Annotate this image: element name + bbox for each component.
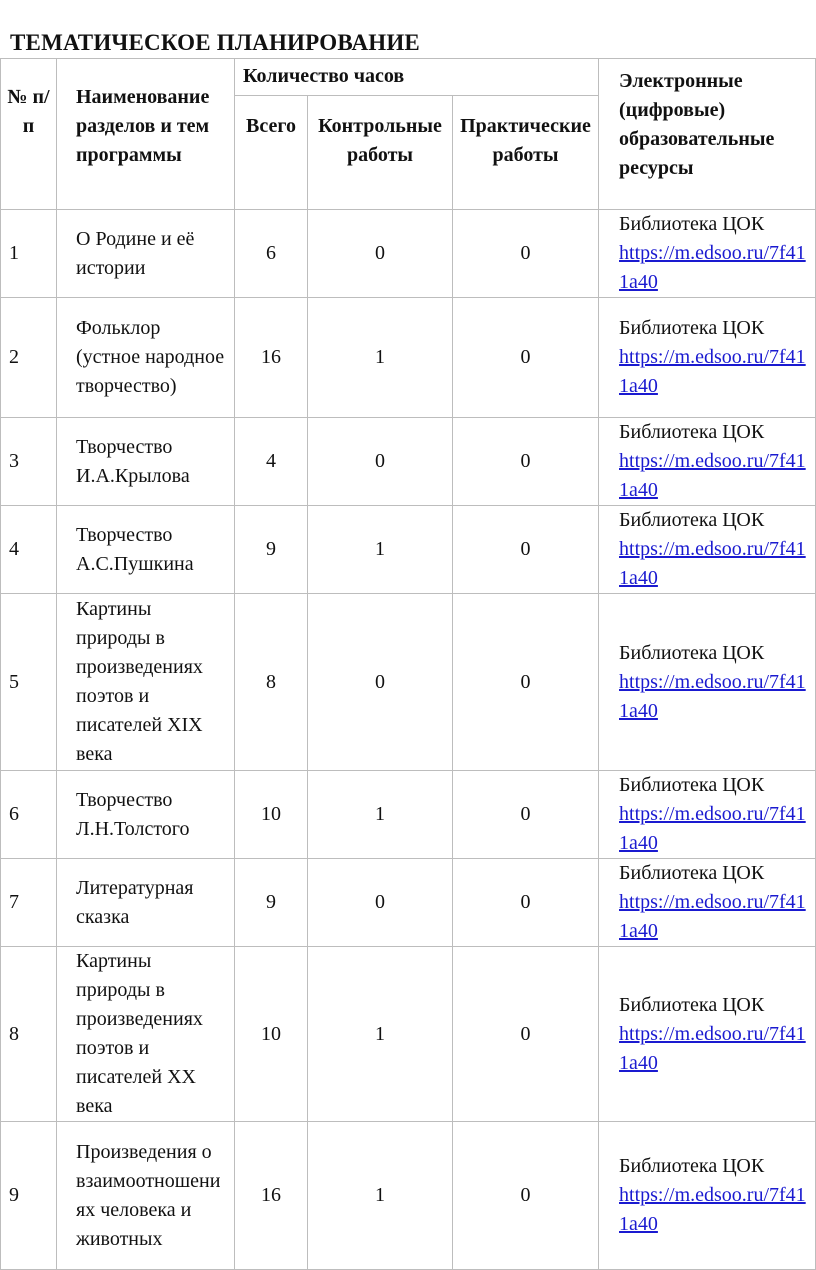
- table-row: [1, 859, 816, 947]
- row-number: 8: [1, 947, 57, 1122]
- row-control-works: 1: [308, 298, 453, 418]
- row-control-works: 1: [308, 1122, 453, 1270]
- resource-label: Библиотека ЦОК: [619, 774, 765, 796]
- row-number: 6: [1, 771, 57, 859]
- resource-link[interactable]: https://m.edsoo.ru/7f411a40: [619, 803, 806, 854]
- row-number: 7: [1, 859, 57, 947]
- row-control-works: 0: [308, 210, 453, 298]
- row-practical-works: 0: [453, 1122, 599, 1270]
- row-resource: [599, 771, 816, 859]
- row-topic: О Родине и её истории: [57, 210, 235, 298]
- header-resources: Электронные (цифровые) образовательные ресурсы: [599, 59, 816, 210]
- header-num: № п/п: [1, 59, 57, 210]
- header-total: Всего: [235, 96, 308, 210]
- row-total-hours: 8: [235, 594, 308, 771]
- row-total-hours: 10: [235, 947, 308, 1122]
- row-topic: Картины природы в произведениях поэтов и писателей XIX века: [57, 594, 235, 771]
- row-resource: [599, 506, 816, 594]
- row-control-works: 1: [308, 947, 453, 1122]
- row-resource: [599, 210, 816, 298]
- row-control-works: 0: [308, 859, 453, 947]
- header-control: Контрольные работы: [308, 96, 453, 210]
- resource-label: Библиотека ЦОК: [619, 213, 765, 235]
- row-practical-works: 0: [453, 506, 599, 594]
- table-row: [1, 594, 816, 771]
- resource-link[interactable]: https://m.edsoo.ru/7f411a40: [619, 242, 806, 293]
- resource-link[interactable]: https://m.edsoo.ru/7f411a40: [619, 891, 806, 942]
- resource-label: Библиотека ЦОК: [619, 862, 765, 884]
- row-number: 5: [1, 594, 57, 771]
- resource-link[interactable]: https://m.edsoo.ru/7f411a40: [619, 670, 806, 722]
- row-practical-works: 0: [453, 947, 599, 1122]
- row-number: 1: [1, 210, 57, 298]
- row-total-hours: 9: [235, 506, 308, 594]
- row-practical-works: 0: [453, 771, 599, 859]
- row-total-hours: 16: [235, 1122, 308, 1270]
- row-number: 2: [1, 298, 57, 418]
- table-row: [1, 418, 816, 506]
- row-number: 4: [1, 506, 57, 594]
- row-resource: [599, 418, 816, 506]
- header-row-1: [1, 59, 816, 96]
- row-control-works: 1: [308, 771, 453, 859]
- resource-label: Библиотека ЦОК: [619, 421, 765, 443]
- row-topic: Картины природы в произведениях поэтов и писателей XX века: [57, 947, 235, 1122]
- row-topic: Фольклор (устное народное творчество): [57, 298, 235, 418]
- row-resource: [599, 594, 816, 771]
- row-topic: Творчество А.С.Пушкина: [57, 506, 235, 594]
- header-practical: Практические работы: [453, 96, 599, 210]
- row-control-works: 1: [308, 506, 453, 594]
- thematic-planning-table: [0, 58, 816, 1270]
- table-row: [1, 210, 816, 298]
- row-resource: [599, 859, 816, 947]
- row-number: 9: [1, 1122, 57, 1270]
- table-row: [1, 1122, 816, 1270]
- row-topic: Произведения о взаимоотношениях человека и животных: [57, 1122, 235, 1270]
- resource-link[interactable]: https://m.edsoo.ru/7f411a40: [619, 538, 806, 589]
- table-row: [1, 506, 816, 594]
- resource-label: Библиотека ЦОК: [619, 509, 765, 531]
- row-practical-works: 0: [453, 418, 599, 506]
- row-practical-works: 0: [453, 298, 599, 418]
- row-number: 3: [1, 418, 57, 506]
- row-resource: [599, 298, 816, 418]
- row-topic: Творчество Л.Н.Толстого: [57, 771, 235, 859]
- table-row: [1, 771, 816, 859]
- header-hours: Количество часов: [235, 59, 599, 96]
- row-total-hours: 9: [235, 859, 308, 947]
- row-resource: [599, 947, 816, 1122]
- row-control-works: 0: [308, 418, 453, 506]
- resource-link[interactable]: https://m.edsoo.ru/7f411a40: [619, 346, 806, 397]
- header-topic: Наименование разделов и тем программы: [57, 59, 235, 210]
- resource-link[interactable]: https://m.edsoo.ru/7f411a40: [619, 1184, 806, 1235]
- row-practical-works: 0: [453, 210, 599, 298]
- row-total-hours: 10: [235, 771, 308, 859]
- table-row: [1, 947, 816, 1122]
- resource-link[interactable]: https://m.edsoo.ru/7f411a40: [619, 1022, 806, 1074]
- resource-label: Библиотека ЦОК: [619, 1155, 765, 1177]
- row-practical-works: 0: [453, 859, 599, 947]
- row-total-hours: 4: [235, 418, 308, 506]
- row-resource: [599, 1122, 816, 1270]
- resource-label: Библиотека ЦОК: [619, 641, 765, 664]
- resource-label: Библиотека ЦОК: [619, 317, 765, 339]
- page-title: ТЕМАТИЧЕСКОЕ ПЛАНИРОВАНИЕ: [10, 30, 420, 55]
- row-topic: Литературная сказка: [57, 859, 235, 947]
- resource-label: Библиотека ЦОК: [619, 993, 765, 1016]
- resource-link[interactable]: https://m.edsoo.ru/7f411a40: [619, 450, 806, 501]
- row-total-hours: 16: [235, 298, 308, 418]
- row-total-hours: 6: [235, 210, 308, 298]
- table-row: [1, 298, 816, 418]
- row-topic: Творчество И.А.Крылова: [57, 418, 235, 506]
- table-body: [1, 210, 816, 1270]
- row-control-works: 0: [308, 594, 453, 771]
- row-practical-works: 0: [453, 594, 599, 771]
